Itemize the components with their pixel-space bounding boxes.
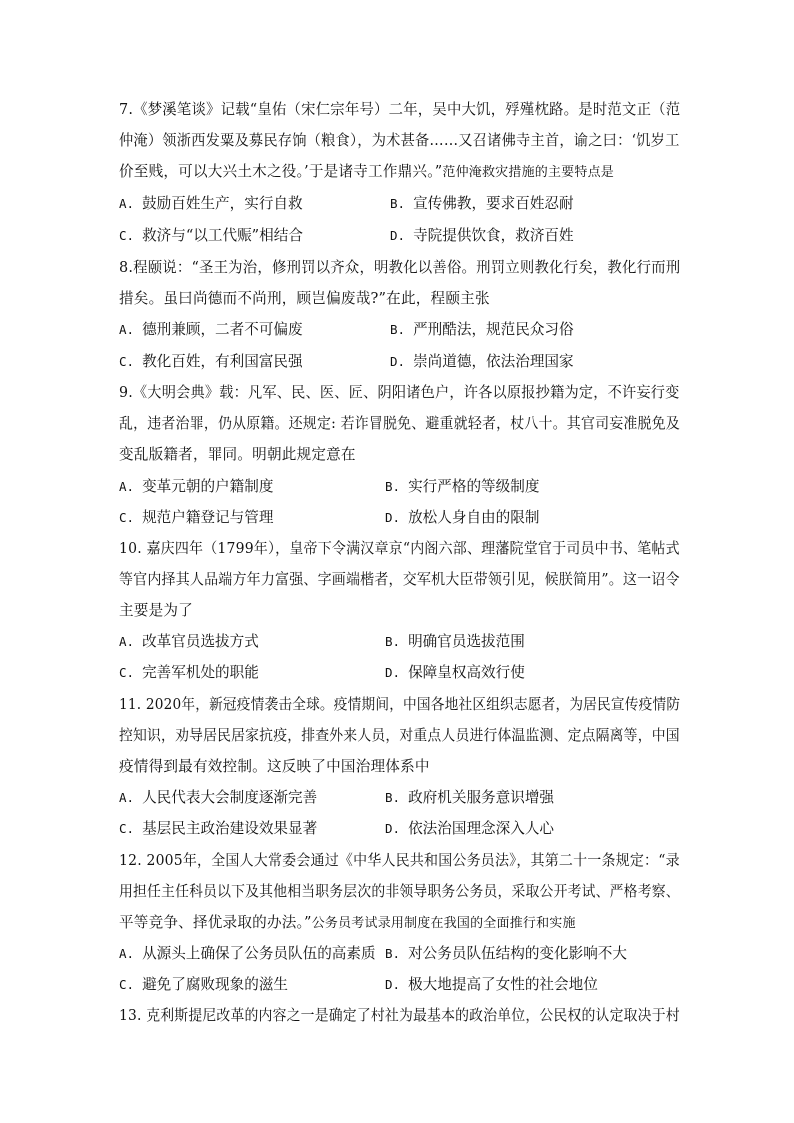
q8-option-b[interactable] — [390, 320, 574, 340]
q11-option-a-key: A. — [119, 790, 135, 805]
q7-line-1: 7.《梦溪笔谈》记载“皇佑（宋仁宗年号）二年，吴中大饥，殍殣枕路。是时范文正（范 — [119, 101, 681, 118]
q12-option-b-key: B. — [385, 946, 401, 961]
q7-option-d-key: D. — [390, 228, 406, 243]
q8-option-d-text: 崇尚道德，依法治理国家 — [413, 353, 574, 370]
q12-line-3 — [119, 913, 576, 934]
q12-option-a-text: 从源头上确保了公务员队伍的高素质 — [142, 945, 376, 962]
q11-option-b-text: 政府机关服务意识增强 — [408, 789, 555, 806]
q12-option-c-key: C. — [119, 977, 135, 992]
q9-option-d-text: 放松人身自由的限制 — [408, 509, 540, 526]
q10-option-b[interactable] — [385, 632, 525, 652]
q8-option-d-key: D. — [390, 354, 406, 369]
q11-line-3: 疫情得到最有效控制。这反映了中国治理体系中 — [119, 758, 430, 775]
q9-option-d-key: D. — [385, 510, 401, 525]
q12-option-b-text: 对公务员队伍结构的变化影响不大 — [408, 945, 627, 962]
q10-option-c[interactable] — [119, 663, 259, 683]
q9-line-2: 乱，违者治罪，仍从原籍。还规定: 若诈冒脱免、避重就轻者，杖八十。其官司妄准脱免及 — [119, 415, 680, 432]
q11-option-c-text: 基层民主政治建设效果显著 — [142, 820, 318, 837]
q7-option-b[interactable] — [390, 194, 574, 214]
q8-option-a-text: 德刑兼顾，二者不可偏废 — [142, 321, 303, 338]
q10-option-a-text: 改革官员选拔方式 — [142, 633, 259, 650]
q8-option-c[interactable] — [119, 352, 303, 372]
q9-option-b-key: B. — [385, 479, 401, 494]
q9-line-3: 变乱版籍者，罪同。明朝此规定意在 — [119, 446, 356, 463]
q12-option-d-key: D. — [385, 977, 401, 992]
q11-line-1: 11. 2020年，新冠疫情袭击全球。疫情期间，中国各地社区组织志愿者，为居民宣传疫情防 — [119, 696, 681, 713]
q7-option-d-text: 寺院提供饮食，救济百姓 — [413, 227, 574, 244]
q12-option-c-text: 避免了腐败现象的滋生 — [142, 976, 289, 993]
q11-option-d[interactable] — [385, 819, 554, 839]
q10-option-c-text: 完善军机处的职能 — [142, 664, 259, 681]
q7-option-c-key: C. — [119, 228, 135, 243]
q8-option-c-text: 教化百姓，有利国富民强 — [142, 353, 303, 370]
q11-option-a[interactable] — [119, 788, 317, 808]
q9-option-a[interactable] — [119, 477, 273, 497]
q8-option-a[interactable] — [119, 320, 303, 340]
q7-option-c-text: 救济与“以工代赈”相结合 — [142, 227, 303, 244]
q12-option-a[interactable] — [119, 944, 376, 964]
q9-line-1: 9.《大明会典》载：凡军、民、医、匠、阴阳诸色户，许各以原报抄籍为定，不许妄行变 — [119, 384, 680, 401]
q10-option-d[interactable] — [385, 663, 525, 683]
q9-option-c-key: C. — [119, 510, 135, 525]
q9-option-c-text: 规范户籍登记与管理 — [142, 509, 274, 526]
q7-option-a[interactable] — [119, 194, 303, 214]
q11-option-b[interactable] — [385, 788, 554, 808]
q10-option-d-text: 保障皇权高效行使 — [408, 664, 525, 681]
q10-option-b-key: B. — [385, 634, 401, 649]
q8-option-a-key: A. — [119, 322, 135, 337]
q12-stem-tail: 公务员考试录用制度在我国的全面推行和实施 — [311, 916, 576, 931]
q7-line-2: 仲淹）领浙西发粟及募民存饷（粮食），为术甚备……又召诸佛寺主首，谕之曰：‘饥岁工 — [119, 132, 680, 149]
q7-option-c[interactable] — [119, 226, 303, 246]
q9-option-b[interactable] — [385, 477, 539, 497]
q7-line-3-text: 价至贱，可以大兴土木之役。’于是诸寺工作鼎兴。” — [119, 163, 443, 180]
q10-line-2: 等官内择其人品端方年力富强、字画端楷者，交军机大臣带领引见，候朕简用”。这一诏令 — [119, 571, 680, 588]
q8-option-d[interactable] — [390, 352, 574, 372]
q12-option-d[interactable] — [385, 975, 598, 995]
q7-option-a-text: 鼓励百姓生产，实行自救 — [142, 195, 303, 212]
q12-line-1: 12. 2005年，全国人大常委会通过《中华人民共和国公务员法》，其第二十一条规定：“录 — [119, 852, 680, 869]
q10-option-d-key: D. — [385, 665, 401, 680]
q7-option-d[interactable] — [390, 226, 574, 246]
q10-option-b-text: 明确官员选拔范围 — [408, 633, 525, 650]
q11-option-d-key: D. — [385, 821, 401, 836]
q10-line-3: 主要是为了 — [119, 602, 193, 619]
q9-option-b-text: 实行严格的等级制度 — [408, 478, 540, 495]
q7-line-3 — [119, 162, 614, 183]
q7-option-a-key: A. — [119, 196, 135, 211]
q13-line-1: 13. 克利斯提尼改革的内容之一是确定了村社为最基本的政治单位，公民权的认定取决于村 — [119, 1007, 680, 1024]
q9-option-a-text: 变革元朝的户籍制度 — [142, 478, 274, 495]
q11-option-a-text: 人民代表大会制度逐渐完善 — [142, 789, 318, 806]
q10-option-a-key: A. — [119, 634, 135, 649]
q11-option-c-key: C. — [119, 821, 135, 836]
q12-option-b[interactable] — [385, 944, 627, 964]
q12-option-c[interactable] — [119, 975, 288, 995]
q11-option-b-key: B. — [385, 790, 401, 805]
q9-option-c[interactable] — [119, 508, 273, 528]
q12-option-a-key: A. — [119, 946, 135, 961]
q11-line-2: 控知识，劝导居民居家抗疫，排查外来人员，对重点人员进行体温监测、定点隔离等，中国 — [119, 727, 680, 744]
q9-option-d[interactable] — [385, 508, 539, 528]
q11-option-c[interactable] — [119, 819, 317, 839]
q7-option-b-key: B. — [390, 196, 406, 211]
q8-option-b-text: 严刑酷法，规范民众习俗 — [413, 321, 574, 338]
q8-option-b-key: B. — [390, 322, 406, 337]
q9-option-a-key: A. — [119, 479, 135, 494]
q12-option-d-text: 极大地提高了女性的社会地位 — [408, 976, 598, 993]
q7-stem-tail: 范仲淹救灾措施的主要特点是 — [442, 165, 614, 180]
q12-line-3-text: 平等竞争、择优录取的办法。” — [119, 914, 312, 931]
q8-line-2: 措矣。虽曰尚德而不尚刑，顾岂偏废哉?”在此，程颐主张 — [119, 290, 490, 307]
q8-line-1: 8.程颐说：“圣王为治，修刑罚以齐众，明教化以善俗。刑罚立则教化行矣，教化行而刑 — [119, 259, 681, 276]
q12-line-2: 用担任主任科员以下及其他相当职务层次的非领导职务公务员，采取公开考试、严格考察、 — [119, 883, 680, 900]
q7-option-b-text: 宣传佛教，要求百姓忍耐 — [413, 195, 574, 212]
q8-option-c-key: C. — [119, 354, 135, 369]
q10-option-c-key: C. — [119, 665, 135, 680]
q10-line-1: 10. 嘉庆四年（1799年），皇帝下令满汉章京“内阁六部、理藩院堂官于司员中书、笔帖式 — [119, 540, 680, 557]
q10-option-a[interactable] — [119, 632, 259, 652]
q11-option-d-text: 依法治国理念深入人心 — [408, 820, 555, 837]
